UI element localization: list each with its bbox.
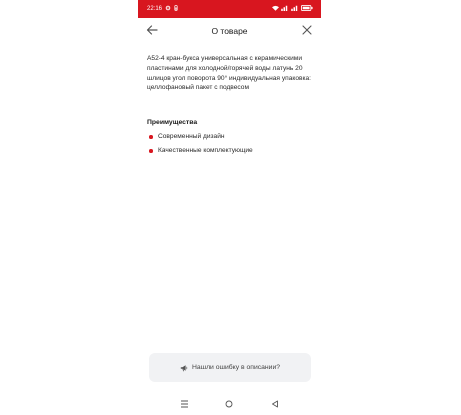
status-indicators — [272, 5, 313, 11]
status-time: 22:16 — [147, 6, 163, 12]
menu-icon — [181, 401, 188, 407]
list-item — [147, 132, 253, 146]
settings-icon — [165, 5, 171, 11]
phone-screen — [138, 0, 321, 415]
advantage-label: Современный дизайн — [158, 133, 225, 140]
product-description: A52-4 кран-букса универсальная с керамическими пластинами для холодной/горячей воды латунь 20 шлицов угол поворота 90° индивидуальная упаковка: целлофановый пакет с подвесом — [147, 55, 312, 92]
menu-button[interactable] — [180, 400, 189, 408]
wifi-icon — [272, 5, 279, 11]
report-error-label: Нашли ошибку в описании? — [191, 364, 281, 371]
advantages-list — [147, 132, 253, 160]
system-nav-bar — [138, 393, 321, 415]
status-bar — [138, 0, 321, 18]
signal-icon — [281, 5, 289, 11]
nav-back-button[interactable] — [271, 400, 279, 408]
list-item — [147, 146, 253, 160]
bullet-icon — [149, 135, 153, 139]
back-triangle-icon — [273, 401, 278, 407]
close-button[interactable] — [301, 24, 313, 36]
megaphone-icon — [180, 364, 188, 372]
page-title: О товаре — [211, 26, 248, 36]
battery-icon — [301, 5, 313, 11]
close-icon — [303, 26, 311, 34]
bullet-icon — [149, 149, 153, 153]
battery-saver-icon — [173, 5, 179, 11]
header — [138, 18, 321, 44]
home-button[interactable] — [225, 400, 233, 408]
advantages-title: Преимущества — [147, 119, 198, 126]
report-error-button[interactable] — [149, 353, 311, 382]
signal-icon-2 — [291, 5, 299, 11]
home-icon — [226, 401, 232, 407]
advantage-label: Качественные комплектующие — [158, 147, 253, 154]
